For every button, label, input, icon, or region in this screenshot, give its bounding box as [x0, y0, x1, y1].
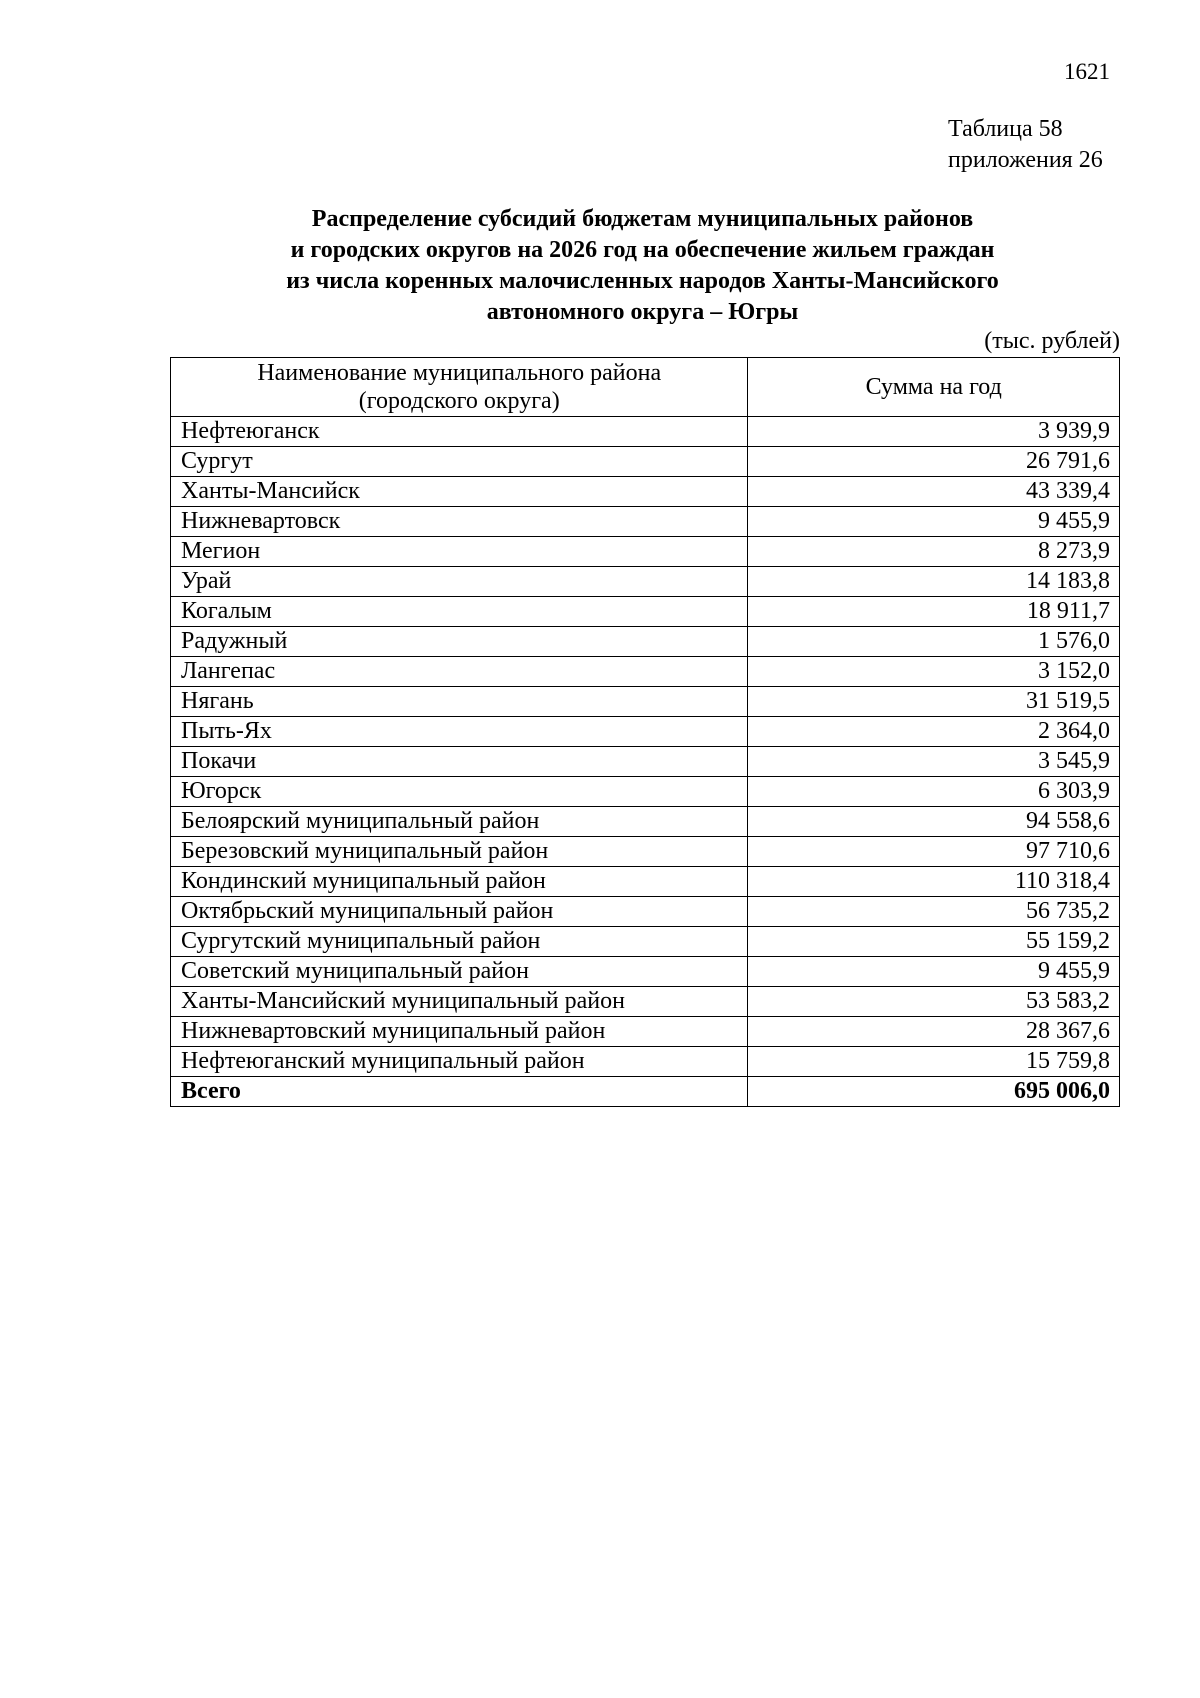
row-name-cell: Нягань — [171, 687, 748, 717]
table-row — [171, 927, 1120, 957]
row-name-cell: Сургут — [171, 447, 748, 477]
header-name-column — [171, 358, 748, 417]
table-row — [171, 537, 1120, 567]
table-row — [171, 957, 1120, 987]
row-name-cell: Ханты-Мансийский муниципальный район — [171, 987, 748, 1017]
page-number: 1621 — [1064, 59, 1110, 84]
total-label-cell: Всего — [171, 1077, 748, 1107]
header-sum-column: Сумма на год — [748, 358, 1120, 417]
row-name-cell: Лангепас — [171, 657, 748, 687]
table-body — [171, 417, 1120, 1107]
row-sum-cell: 1 576,0 — [748, 627, 1120, 657]
row-name-cell: Урай — [171, 567, 748, 597]
table-row — [171, 897, 1120, 927]
row-sum-cell: 97 710,6 — [748, 837, 1120, 867]
table-reference — [948, 114, 1103, 176]
row-sum-cell: 110 318,4 — [748, 867, 1120, 897]
total-sum-cell: 695 006,0 — [748, 1077, 1120, 1107]
table-row — [171, 477, 1120, 507]
table-row — [171, 747, 1120, 777]
table-row — [171, 1017, 1120, 1047]
row-name-cell: Советский муниципальный район — [171, 957, 748, 987]
header-name-line1: Наименование муниципального района — [257, 360, 662, 386]
row-sum-cell: 2 364,0 — [748, 717, 1120, 747]
row-sum-cell: 18 911,7 — [748, 597, 1120, 627]
row-name-cell: Мегион — [171, 537, 748, 567]
row-name-cell: Югорск — [171, 777, 748, 807]
table-row — [171, 627, 1120, 657]
row-name-cell: Октябрьский муниципальный район — [171, 897, 748, 927]
row-sum-cell: 31 519,5 — [748, 687, 1120, 717]
row-name-cell: Белоярский муниципальный район — [171, 807, 748, 837]
table-row — [171, 987, 1120, 1017]
table-row — [171, 807, 1120, 837]
row-sum-cell: 6 303,9 — [748, 777, 1120, 807]
title-line2: и городских округов на 2026 год на обеспечение жильем граждан — [290, 237, 995, 263]
row-sum-cell: 26 791,6 — [748, 447, 1120, 477]
title-line1: Распределение субсидий бюджетам муниципальных районов — [311, 206, 974, 232]
row-sum-cell: 28 367,6 — [748, 1017, 1120, 1047]
row-name-cell: Когалым — [171, 597, 748, 627]
table-reference-line2: приложения 26 — [948, 147, 1103, 173]
table-row — [171, 717, 1120, 747]
row-name-cell: Ханты-Мансийск — [171, 477, 748, 507]
table-reference-line1: Таблица 58 — [948, 116, 1063, 142]
header-name-line2: (городского округа) — [358, 388, 560, 414]
row-name-cell: Нижневартовск — [171, 507, 748, 537]
table-row — [171, 447, 1120, 477]
row-sum-cell: 55 159,2 — [748, 927, 1120, 957]
table-row — [171, 867, 1120, 897]
row-sum-cell: 9 455,9 — [748, 957, 1120, 987]
document-title — [170, 204, 1115, 328]
title-line4: автономного округа – Югры — [486, 299, 799, 325]
total-row — [171, 1077, 1120, 1107]
table-row — [171, 687, 1120, 717]
row-name-cell: Кондинский муниципальный район — [171, 867, 748, 897]
subsidy-table — [170, 357, 1120, 1107]
table-row — [171, 567, 1120, 597]
table-row — [171, 1047, 1120, 1077]
row-sum-cell: 3 939,9 — [748, 417, 1120, 447]
table-row — [171, 657, 1120, 687]
table-row — [171, 507, 1120, 537]
table-header-row — [171, 358, 1120, 417]
row-sum-cell: 9 455,9 — [748, 507, 1120, 537]
units-label: (тыс. рублей) — [984, 328, 1120, 354]
title-line3: из числа коренных малочисленных народов Ханты-Мансийского — [286, 268, 999, 294]
row-sum-cell: 53 583,2 — [748, 987, 1120, 1017]
row-name-cell: Нижневартовский муниципальный район — [171, 1017, 748, 1047]
row-sum-cell: 15 759,8 — [748, 1047, 1120, 1077]
row-name-cell: Нефтеюганск — [171, 417, 748, 447]
table-row — [171, 777, 1120, 807]
table-row — [171, 597, 1120, 627]
row-name-cell: Березовский муниципальный район — [171, 837, 748, 867]
row-sum-cell: 94 558,6 — [748, 807, 1120, 837]
row-sum-cell: 56 735,2 — [748, 897, 1120, 927]
row-name-cell: Пыть-Ях — [171, 717, 748, 747]
row-name-cell: Радужный — [171, 627, 748, 657]
row-sum-cell: 3 545,9 — [748, 747, 1120, 777]
table-row — [171, 837, 1120, 867]
row-name-cell: Покачи — [171, 747, 748, 777]
row-name-cell: Нефтеюганский муниципальный район — [171, 1047, 748, 1077]
row-sum-cell: 3 152,0 — [748, 657, 1120, 687]
row-sum-cell: 8 273,9 — [748, 537, 1120, 567]
table-row — [171, 417, 1120, 447]
row-sum-cell: 43 339,4 — [748, 477, 1120, 507]
row-sum-cell: 14 183,8 — [748, 567, 1120, 597]
row-name-cell: Сургутский муниципальный район — [171, 927, 748, 957]
